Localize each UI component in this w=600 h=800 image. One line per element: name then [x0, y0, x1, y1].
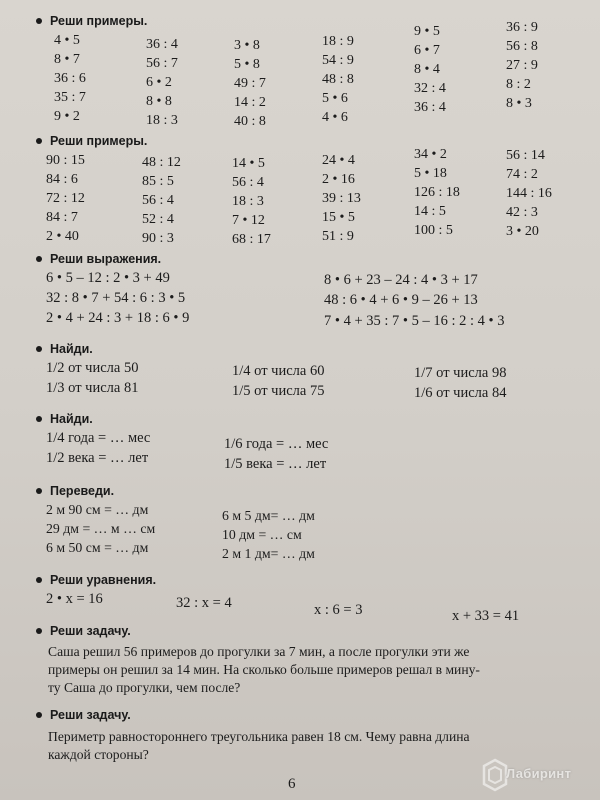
- equation: 32 : x = 4: [176, 595, 232, 611]
- section-heading: Реши уравнения.: [36, 573, 156, 587]
- example: 36 : 4: [146, 37, 178, 52]
- bullet-icon: [36, 416, 42, 422]
- example: 3 • 8: [234, 38, 260, 53]
- example: 36 : 6: [54, 71, 86, 86]
- bullet-icon: [36, 256, 42, 262]
- example: 85 : 5: [142, 174, 174, 189]
- example-column: [146, 35, 178, 130]
- example: 54 : 9: [322, 53, 354, 68]
- example: 8 • 7: [54, 52, 80, 67]
- example-column: [54, 31, 86, 126]
- problem-line: Саша решил 56 примеров до прогулки за 7 мин, а после прогулки эти же: [48, 644, 470, 659]
- example: 42 : 3: [506, 205, 538, 220]
- example-column: [322, 32, 354, 127]
- example: 8 • 3: [506, 96, 532, 111]
- bullet-icon: [36, 488, 42, 494]
- example: 49 : 7: [234, 76, 266, 91]
- example-column: [414, 22, 446, 117]
- task-item: 1/2 от числа 50: [46, 360, 139, 376]
- section-heading: Реши примеры.: [36, 14, 147, 28]
- example: 8 : 2: [506, 77, 531, 92]
- example-column: [142, 153, 181, 248]
- example-column: [46, 151, 85, 246]
- task-item: 1/3 от числа 81: [46, 380, 139, 396]
- example: 74 : 2: [506, 167, 538, 182]
- task-item: 6 м 50 см = … дм: [46, 540, 149, 555]
- expression: 6 • 5 – 12 : 2 • 3 + 49: [46, 270, 170, 286]
- expression: 48 : 6 • 4 + 6 • 9 – 26 + 13: [324, 292, 478, 308]
- task-item: 1/5 века = … лет: [224, 456, 327, 472]
- example: 14 • 5: [232, 156, 265, 171]
- example: 56 : 8: [506, 39, 538, 54]
- example: 36 : 4: [414, 100, 446, 115]
- task-item: 1/2 века = … лет: [46, 450, 149, 466]
- example: 90 : 15: [46, 153, 85, 168]
- example-column: [506, 146, 552, 241]
- expression: 8 • 6 + 23 – 24 : 4 • 3 + 17: [324, 272, 478, 288]
- task-item: 2 м 1 дм= … дм: [222, 546, 315, 561]
- example: 5 • 8: [234, 57, 260, 72]
- example-column: [506, 18, 538, 113]
- problem-line: ту Саша до прогулки, чем после?: [48, 680, 241, 695]
- example: 9 • 2: [54, 109, 80, 124]
- example: 68 : 17: [232, 232, 271, 247]
- bullet-icon: [36, 712, 42, 718]
- task-item: 2 м 90 см = … дм: [46, 502, 149, 517]
- section-heading: Найди.: [36, 342, 93, 356]
- task-item: 1/7 от числа 98: [414, 365, 507, 381]
- equation: x : 6 = 3: [314, 602, 363, 618]
- task-item: 1/6 года = … мес: [224, 436, 329, 452]
- example: 52 : 4: [142, 212, 174, 227]
- bullet-icon: [36, 346, 42, 352]
- example: 24 • 4: [322, 153, 355, 168]
- bullet-icon: [36, 138, 42, 144]
- example: 4 • 6: [322, 110, 348, 125]
- example: 126 : 18: [414, 185, 460, 200]
- task-item: 1/6 от числа 84: [414, 385, 507, 401]
- example: 14 : 2: [234, 95, 266, 110]
- example: 84 : 7: [46, 210, 78, 225]
- example-column: [322, 151, 361, 246]
- example: 27 : 9: [506, 58, 538, 73]
- example: 4 • 5: [54, 33, 80, 48]
- section-heading: Реши выражения.: [36, 252, 161, 266]
- example: 144 : 16: [506, 186, 552, 201]
- problem-line: примеры он решил за 14 мин. На сколько больше примеров решал в мину-: [48, 662, 480, 677]
- example: 15 • 5: [322, 210, 355, 225]
- section-heading: Реши задачу.: [36, 708, 131, 722]
- example: 2 • 16: [322, 172, 355, 187]
- section-heading: Реши примеры.: [36, 134, 147, 148]
- bullet-icon: [36, 18, 42, 24]
- example: 48 : 12: [142, 155, 181, 170]
- example: 5 • 18: [414, 166, 447, 181]
- example: 56 : 4: [142, 193, 174, 208]
- example-column: [414, 145, 460, 240]
- watermark-text: Лабиринт: [506, 766, 572, 781]
- example: 14 : 5: [414, 204, 446, 219]
- example: 35 : 7: [54, 90, 86, 105]
- example: 100 : 5: [414, 223, 453, 238]
- example: 6 • 2: [146, 75, 172, 90]
- task-item: 1/4 от числа 60: [232, 363, 325, 379]
- example: 18 : 3: [232, 194, 264, 209]
- example: 34 • 2: [414, 147, 447, 162]
- section-heading: Реши задачу.: [36, 624, 131, 638]
- example: 8 • 4: [414, 62, 440, 77]
- bullet-icon: [36, 628, 42, 634]
- example: 51 : 9: [322, 229, 354, 244]
- example: 40 : 8: [234, 114, 266, 129]
- task-item: 10 дм = … см: [222, 527, 302, 542]
- example: 84 : 6: [46, 172, 78, 187]
- example: 32 : 4: [414, 81, 446, 96]
- example: 8 • 8: [146, 94, 172, 109]
- equation: x + 33 = 41: [452, 608, 520, 624]
- expression: 32 : 8 • 7 + 54 : 6 : 3 • 5: [46, 290, 186, 306]
- example: 5 • 6: [322, 91, 348, 106]
- problem-line: каждой стороны?: [48, 747, 149, 762]
- word-problem: [48, 643, 578, 697]
- example: 36 : 9: [506, 20, 538, 35]
- equation: 2 • x = 16: [46, 591, 103, 607]
- section-heading: Переведи.: [36, 484, 114, 498]
- example-column: [234, 36, 266, 131]
- watermark-logo: [480, 758, 590, 792]
- example: 56 : 14: [506, 148, 545, 163]
- task-item: 6 м 5 дм= … дм: [222, 508, 315, 523]
- bullet-icon: [36, 577, 42, 583]
- example: 56 : 7: [146, 56, 178, 71]
- expression: 7 • 4 + 35 : 7 • 5 – 16 : 2 : 4 • 3: [324, 313, 505, 329]
- example: 6 • 7: [414, 43, 440, 58]
- example: 2 • 40: [46, 229, 79, 244]
- task-item: 1/5 от числа 75: [232, 383, 325, 399]
- example: 39 : 13: [322, 191, 361, 206]
- task-item: 1/4 года = … мес: [46, 430, 151, 446]
- example: 7 • 12: [232, 213, 265, 228]
- page-number: 6: [288, 776, 296, 792]
- example: 3 • 20: [506, 224, 539, 239]
- example: 90 : 3: [142, 231, 174, 246]
- example: 18 : 9: [322, 34, 354, 49]
- example: 48 : 8: [322, 72, 354, 87]
- example: 56 : 4: [232, 175, 264, 190]
- example: 72 : 12: [46, 191, 85, 206]
- example: 9 • 5: [414, 24, 440, 39]
- example-column: [232, 154, 271, 249]
- expression: 2 • 4 + 24 : 3 + 18 : 6 • 9: [46, 310, 190, 326]
- example: 18 : 3: [146, 113, 178, 128]
- section-heading: Найди.: [36, 412, 93, 426]
- problem-line: Периметр равностороннего треугольника равен 18 см. Чему равна длина: [48, 729, 470, 744]
- task-item: 29 дм = … м … см: [46, 521, 156, 536]
